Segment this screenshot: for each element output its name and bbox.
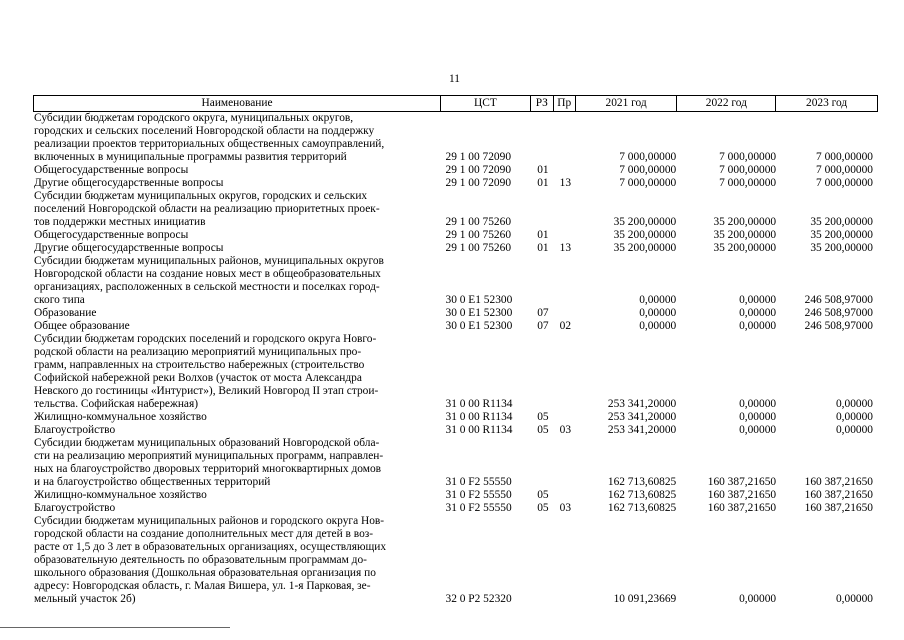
row-value-2021: 35 200,00000 [613, 242, 677, 254]
row-value-2023: 7 000,00000 [816, 177, 873, 189]
row-rz: 01 [537, 177, 549, 189]
row-name-line: Субсидии бюджетам городских поселений и городского округа Новго- [34, 333, 377, 345]
row-name [33, 229, 442, 242]
row-value-2021: 7 000,00000 [619, 164, 677, 176]
row-value-2022: 7 000,00000 [719, 151, 777, 163]
row-name-line: Субсидии бюджетам муниципальных округов, городских и сельских [34, 190, 368, 202]
row-name [33, 333, 442, 411]
row-value-2022: 35 200,00000 [713, 216, 777, 228]
row-value-2021: 162 713,60825 [607, 489, 677, 501]
row-value-2023: 35 200,00000 [810, 229, 873, 241]
row-value-2021: 162 713,60825 [607, 502, 677, 514]
row-pr: 02 [559, 320, 572, 332]
row-name [33, 112, 442, 164]
row-cst: 32 0 P2 52320 [445, 593, 512, 605]
row-cst: 29 1 00 75260 [445, 229, 512, 241]
row-cst: 31 0 F2 55550 [445, 476, 512, 488]
row-pr: 03 [559, 502, 572, 514]
row-rz: 01 [537, 229, 549, 241]
table-row [33, 320, 878, 333]
table-row [33, 333, 878, 411]
table-row [33, 177, 878, 190]
row-name [33, 515, 442, 606]
row-cst: 29 1 00 72090 [445, 164, 512, 176]
row-name [33, 164, 442, 177]
row-value-2022: 0,00000 [739, 424, 777, 436]
table-row [33, 229, 878, 242]
header-2022: 2022 год [677, 96, 776, 111]
row-rz: 01 [537, 242, 549, 254]
row-name-line: Субсидии бюджетам муниципальных районов и городского округа Нов- [34, 515, 385, 527]
row-value-2023: 0,00000 [835, 593, 873, 605]
row-rz: 07 [537, 320, 549, 332]
footer-rule [0, 627, 230, 628]
row-value-2023: 160 387,21650 [804, 502, 873, 514]
row-value-2023: 160 387,21650 [804, 489, 873, 501]
row-name-line: Благоустройство [34, 424, 116, 436]
row-name-line: адресу: Новгородская область, г. Малая Вишера, ул. 1-я Парковая, зе- [34, 580, 371, 592]
row-name [33, 502, 442, 515]
row-value-2022: 0,00000 [739, 294, 777, 306]
row-value-2023: 0,00000 [835, 411, 873, 423]
row-name-line: Другие общегосударственные вопросы [34, 177, 224, 189]
row-name-line: грамм, направленных на строительство набережных (строительство [34, 359, 365, 371]
page-number: 11 [449, 73, 460, 85]
row-value-2021: 7 000,00000 [619, 177, 677, 189]
row-name-line: организациях, расположенных в сельской местности и поселках город- [34, 281, 380, 293]
header-cst: ЦСТ [441, 96, 531, 111]
table-row [33, 424, 878, 437]
table-row [33, 255, 878, 307]
row-name-line: Образование [34, 307, 97, 319]
row-name-line: Субсидии бюджетам муниципальных районов, муниципальных округов [34, 255, 384, 267]
row-value-2023: 0,00000 [835, 424, 873, 436]
row-cst: 29 1 00 72090 [445, 151, 512, 163]
row-name-line: школьного образования (Дошкольная образовательная организация по [34, 567, 376, 579]
table-row [33, 502, 878, 515]
row-name-line: мельный участок 2б) [34, 593, 136, 605]
row-name-line: ского типа [34, 294, 85, 306]
header-name: Наименование [34, 96, 441, 111]
row-name [33, 489, 442, 502]
row-value-2023: 7 000,00000 [816, 151, 873, 163]
row-rz: 07 [537, 307, 549, 319]
row-value-2023: 35 200,00000 [810, 242, 873, 254]
row-name-line: Субсидии бюджетам городского округа, муниципальных округов, [34, 112, 354, 124]
row-value-2023: 0,00000 [835, 398, 873, 410]
row-name-line: Софийской набережной реки Волхов (участок от моста Александра [34, 372, 362, 384]
row-name-line: расте от 1,5 до 3 лет в образовательных организациях, осуществляющих [34, 541, 387, 553]
row-name-line: Новгородской области на создание новых мест в общеобразовательных [34, 268, 381, 280]
row-cst: 29 1 00 72090 [445, 177, 512, 189]
row-value-2021: 253 341,20000 [607, 411, 677, 423]
row-value-2023: 246 508,97000 [804, 294, 873, 306]
row-value-2021: 253 341,20000 [607, 424, 677, 436]
table-row [33, 190, 878, 229]
row-name-line: Субсидии бюджетам муниципальных образований Новгородской обла- [34, 437, 380, 449]
row-cst: 30 0 E1 52300 [445, 320, 513, 332]
row-cst: 31 0 F2 55550 [445, 502, 512, 514]
row-pr: 13 [559, 242, 572, 254]
row-value-2022: 0,00000 [739, 398, 777, 410]
row-name [33, 307, 442, 320]
row-name-line: включенных в муниципальные программы развития территорий [34, 151, 347, 163]
row-rz: 05 [537, 502, 549, 514]
row-rz: 05 [537, 411, 549, 423]
row-name [33, 177, 442, 190]
row-value-2021: 162 713,60825 [607, 476, 677, 488]
row-value-2022: 35 200,00000 [713, 229, 777, 241]
row-name [33, 320, 442, 333]
row-value-2022: 160 387,21650 [707, 502, 777, 514]
header-rz: РЗ [531, 96, 554, 111]
table-row [33, 164, 878, 177]
row-value-2022: 160 387,21650 [707, 489, 777, 501]
row-name-line: Общее образование [34, 320, 130, 332]
row-value-2023: 246 508,97000 [804, 307, 873, 319]
row-name [33, 437, 442, 489]
row-rz: 05 [537, 424, 549, 436]
row-name [33, 255, 442, 307]
row-name-line: образовательную деятельность по образовательным программам до- [34, 554, 367, 566]
table-row [33, 411, 878, 424]
row-value-2021: 35 200,00000 [613, 216, 677, 228]
row-cst: 30 0 E1 52300 [445, 294, 513, 306]
row-name [33, 424, 442, 437]
row-cst: 29 1 00 75260 [445, 242, 512, 254]
row-name [33, 242, 442, 255]
row-value-2022: 0,00000 [739, 320, 777, 332]
row-value-2022: 35 200,00000 [713, 242, 777, 254]
table-header [33, 95, 878, 112]
table-row [33, 489, 878, 502]
row-name-line: тов поддержки местных инициатив [34, 216, 206, 228]
row-name-line: тельства. Софийская набережная) [34, 398, 199, 410]
row-value-2021: 10 091,23669 [613, 593, 677, 605]
row-rz: 01 [537, 164, 549, 176]
row-name-line: городской области на создание дополнительных мест для детей в воз- [34, 528, 374, 540]
row-name-line: и на благоустройство общественных территорий [34, 476, 271, 488]
row-value-2021: 0,00000 [639, 294, 677, 306]
row-name-line: реализации проектов территориальных общественных самоуправлений, [34, 138, 385, 150]
row-name-line: Общегосударственные вопросы [34, 164, 189, 176]
row-value-2023: 246 508,97000 [804, 320, 873, 332]
row-value-2023: 7 000,00000 [816, 164, 873, 176]
row-name-line: Общегосударственные вопросы [34, 229, 189, 241]
row-value-2021: 35 200,00000 [613, 229, 677, 241]
row-name-line: Невского до гостиницы «Интурист»), Великий Новгород II этап строи- [34, 385, 379, 397]
row-rz: 05 [537, 489, 549, 501]
table-row [33, 307, 878, 320]
table-row [33, 242, 878, 255]
row-name-line: Другие общегосударственные вопросы [34, 242, 224, 254]
table-row [33, 515, 878, 606]
header-2023: 2023 год [806, 97, 848, 109]
row-cst: 31 0 00 R1134 [445, 424, 513, 436]
row-name-line: городских и сельских поселений Новгородской области на поддержку [34, 125, 375, 137]
row-name-line: ных на благоустройство дворовых территорий многоквартирных домов [34, 463, 382, 475]
row-value-2023: 35 200,00000 [810, 216, 873, 228]
row-cst: 30 0 E1 52300 [445, 307, 513, 319]
row-value-2022: 160 387,21650 [707, 476, 777, 488]
row-name-line: сти на реализацию мероприятий муниципальных программ, направлен- [34, 450, 384, 462]
row-name-line: Жилищно-коммунальное хозяйство [34, 411, 207, 423]
row-cst: 31 0 00 R1134 [445, 398, 513, 410]
table-body [33, 112, 878, 606]
row-value-2021: 253 341,20000 [607, 398, 677, 410]
row-value-2021: 7 000,00000 [619, 151, 677, 163]
row-value-2021: 0,00000 [639, 307, 677, 319]
row-cst: 31 0 F2 55550 [445, 489, 512, 501]
row-name-line: Жилищно-коммунальное хозяйство [34, 489, 207, 501]
row-value-2022: 7 000,00000 [719, 164, 777, 176]
row-value-2023: 160 387,21650 [804, 476, 873, 488]
row-pr: 03 [559, 424, 572, 436]
row-cst: 29 1 00 75260 [445, 216, 512, 228]
row-name [33, 190, 442, 229]
row-name [33, 411, 442, 424]
row-value-2021: 0,00000 [639, 320, 677, 332]
header-2021: 2021 год [576, 96, 678, 111]
table-row [33, 437, 878, 489]
header-pr: Пр [554, 96, 576, 111]
row-name-line: поселений Новгородской области на реализацию приоритетных проек- [34, 203, 380, 215]
row-name-line: Благоустройство [34, 502, 116, 514]
row-value-2022: 0,00000 [739, 307, 777, 319]
row-value-2022: 7 000,00000 [719, 177, 777, 189]
row-cst: 31 0 00 R1134 [445, 411, 513, 423]
row-value-2022: 0,00000 [739, 593, 777, 605]
row-pr: 13 [559, 177, 572, 189]
row-name-line: родской области на реализацию мероприятий муниципальных про- [34, 346, 362, 358]
row-value-2022: 0,00000 [739, 411, 777, 423]
table-row [33, 112, 878, 164]
